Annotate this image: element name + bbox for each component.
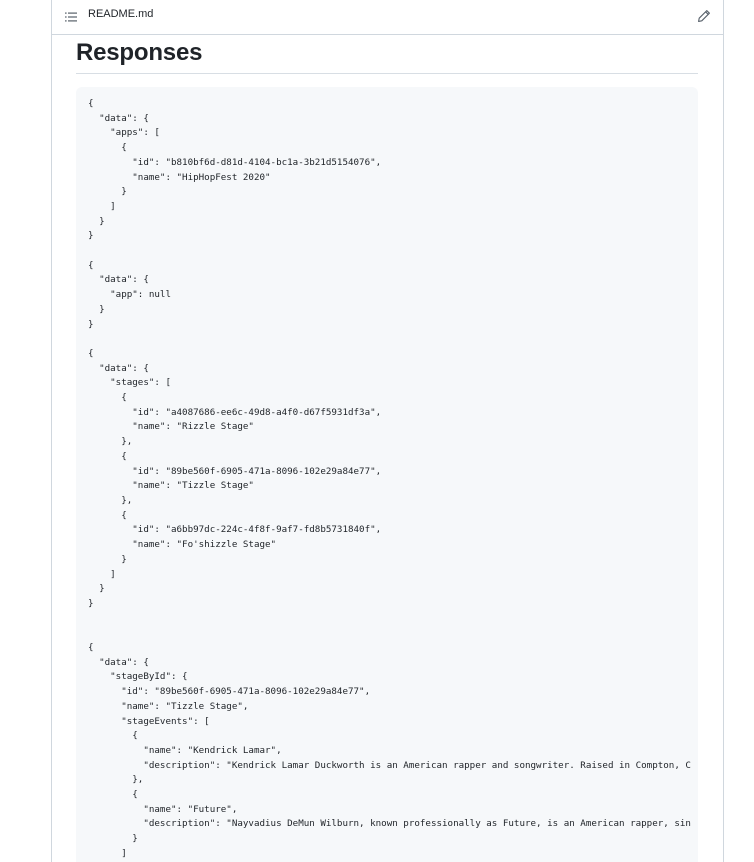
code-line: "stageById": { [88,671,188,683]
code-line: { [88,98,94,109]
code-line: }, [88,494,133,506]
code-line: "name": "Rizzle Stage" [88,421,254,433]
code-line: "id": "a6bb97dc-224c-4f8f-9af7-fd8b5731840f", [88,524,382,536]
code-line: } [88,583,105,595]
code-line: } [88,303,105,315]
code-line: "name": "Tizzle Stage" [88,480,254,492]
code-block [76,87,698,862]
code-line: }, [88,436,133,448]
code-line: { [88,259,94,271]
code-line: } [88,230,94,242]
list-unordered-icon[interactable] [64,10,78,24]
code-line: "name": "HipHopFest 2020" [88,171,271,183]
file-header [52,0,723,35]
code-line: } [88,833,138,845]
file-name[interactable]: README.md [88,8,154,20]
code-line: } [88,553,127,565]
code-line: "name": "Future", [88,803,238,815]
code-line: "id": "b810bf6d-d81d-4104-bc1a-3b21d5154076", [88,156,382,168]
code-line: "id": "a4087686-ee6c-49d8-a4f0-d67f5931df3a", [88,406,382,418]
code-line: { [88,450,127,462]
readme-content [76,34,698,862]
code-line: { [88,730,138,742]
code-line: "name": "Fo'shizzle Stage" [88,539,277,551]
code-line: "name": "Tizzle Stage", [88,700,249,712]
code-line: "data": { [88,274,149,286]
readme-panel [51,0,724,862]
code-line: "apps": [ [88,127,160,139]
pencil-icon[interactable] [697,9,711,23]
code-line: "data": { [88,362,149,374]
code-line: "id": "89be560f-6905-471a-8096-102e29a84e77", [88,686,371,698]
code-text [88,97,698,862]
code-line: } [88,215,105,227]
code-line: "stages": [ [88,377,171,389]
code-line: }, [88,774,144,786]
code-line: "description": "Kendrick Lamar Duckworth is an American rapper and songwriter. Raised in Compton, C [88,759,691,771]
code-line: { [88,509,127,521]
code-line: { [88,392,127,404]
code-line: { [88,789,138,801]
code-line: "app": null [88,289,171,301]
code-line: ] [88,200,116,212]
code-line: "stageEvents": [ [88,715,210,727]
code-line: ] [88,568,116,580]
code-line: "name": "Kendrick Lamar", [88,744,282,756]
code-line: ] [88,847,127,859]
code-line: } [88,597,94,609]
code-line: } [88,186,127,198]
code-line: "description": "Nayvadius DeMun Wilburn, known professionally as Future, is an American rapper, sin [88,818,691,830]
code-line: } [88,318,94,330]
code-line: { [88,347,94,359]
section-heading: Responses [76,34,698,74]
code-line: { [88,642,94,654]
code-line: "data": { [88,112,149,124]
code-line: { [88,142,127,154]
code-line: "id": "89be560f-6905-471a-8096-102e29a84e77", [88,465,382,477]
code-line: "data": { [88,656,149,668]
